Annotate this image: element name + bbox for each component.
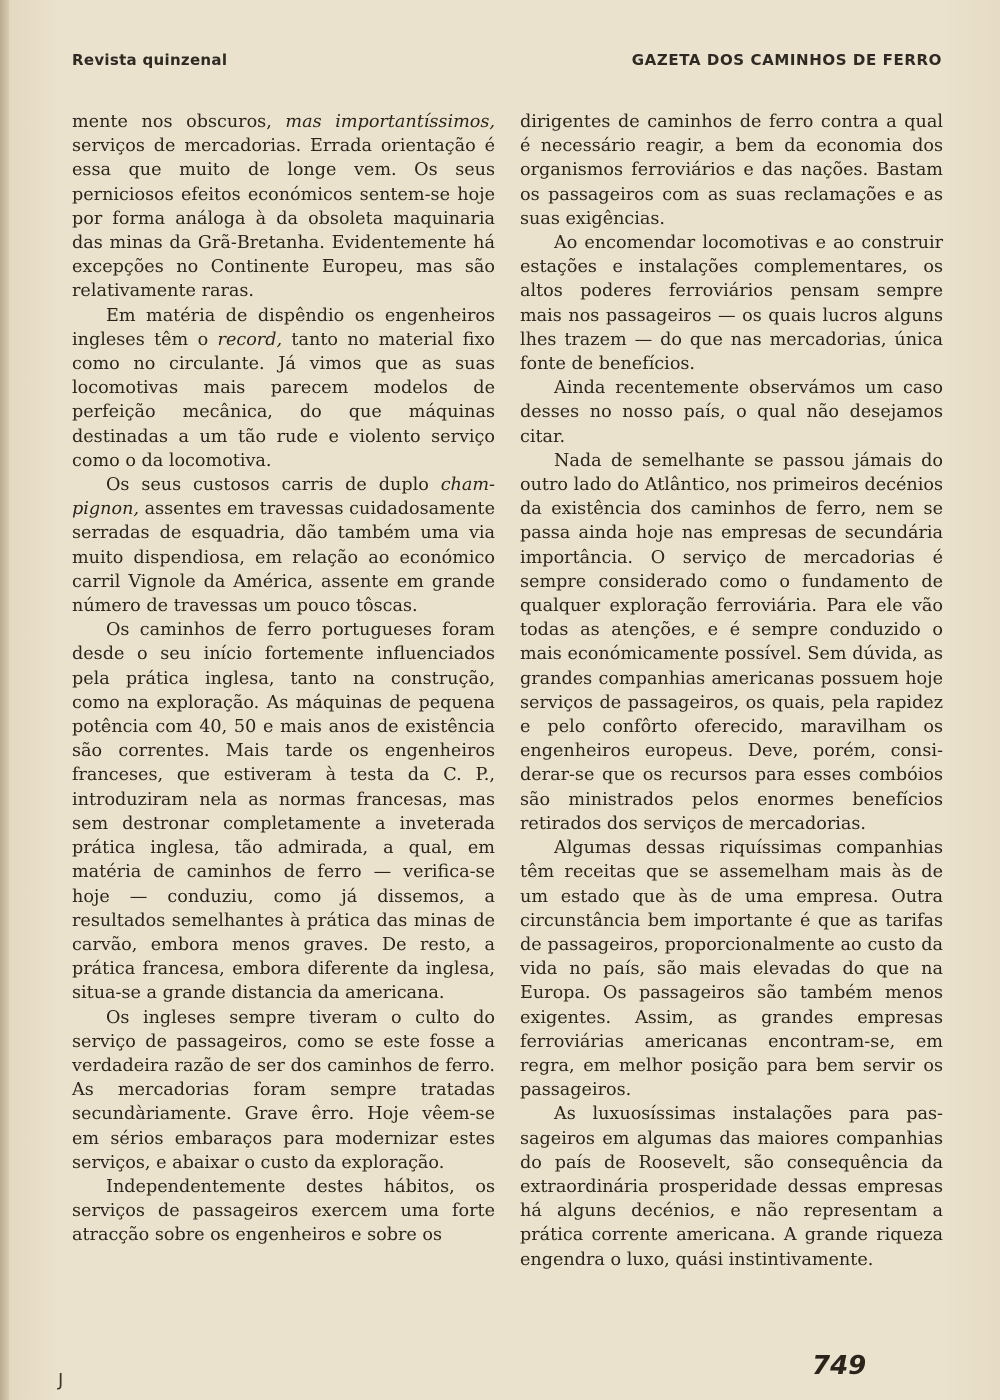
text-run: assentes em travessas cuidadosamente serradas de esquadria, dão também uma via muito dispendiosa, em relação ao económico carril Vignole da América, assente em grande número de travessas um pouco tôscas.	[72, 499, 496, 617]
text-run: tanto no material fixo como no circulante. Já vimos que as suas locomotivas mais parecem modelos de perfeição mecânica, do que máquinas destinadas a um tão rude e violento serviço como o da locomotiva.	[72, 329, 495, 471]
right-paragraph-5: Algumas dessas riquíssimas companhias têm receitas que se assemelham mais às de um estado que às de uma empresa. Outra circunstância bem importante é que as tarifas de passageiros, proporcionalmente ao custo da vida no país, são mais elevadas do que na Europa. Os passageiros são também menos exigentes. Assim, as grandes empresas ferroviárias americanas encontram-se, em regra, em melhor posição para bem servir os passageiros.	[520, 838, 943, 1101]
text-run: Em matéria de dispêndio os engenheiros ingleses têm o	[72, 305, 495, 350]
right-paragraph-4: Nada de semelhante se passou jámais do outro lado do Atlântico, nos primeiros decénios da existência dos caminhos de ferro, nem se passa ainda hoje nas empresas de secundária importância. O serviço de mercadorias é sempre considerado como o fundamento de qualquer exploração ferroviária. Para ele vão todas as atenções, e é sempre conduzido o mais económicamente possível. Sem dúvida, as grandes companhias americanas possuem hoje serviços de passageiros, os quais, pela rapidez e pelo confôrto oferecido, maravilham os engenheiros europeus. Deve, porém, considerar-se que os recursos para esses combóios são ministrados pelos enormes benefícios retirados dos serviços de mercadorias.	[520, 450, 943, 834]
page-number: 749	[812, 1351, 867, 1381]
right-paragraph-3: Ainda recentemente observámos um caso desses no nosso país, o qual não desejamos citar.	[520, 378, 943, 447]
text-run: Os seus custosos carris de duplo	[106, 475, 441, 496]
left-paragraph-3	[72, 473, 495, 618]
right-paragraph-6: As luxuosíssimas instalações para passageiros em algumas das maiores companhias do país de Roosevelt, são consequência da extraordinária prosperidade dessas empresas há alguns decénios, e não representam a prática corrente americana. A grande riqueza engendra o luxo, quási instintivamente.	[520, 1104, 943, 1270]
left-paragraph-5: Os ingleses sempre tiveram o culto do serviço de passageiros, como se este fosse a verdadeira razão de ser dos caminhos de ferro. As mercadorias foram sempre tratadas secundàriamente. Grave êrro. Hoje vêem-se em sérios embaraços para modernizar estes serviços, e abaixar o custo da exploração.	[72, 1007, 495, 1173]
text-run: mente nos obscuros,	[72, 112, 286, 132]
running-header-left: Revista quinzenal	[72, 51, 228, 69]
page-binding-edge	[0, 0, 9, 1400]
right-paragraph-2: Ao encomendar locomotivas e ao construir estações e instalações complementares, os altos poderes ferroviários pensam sempre mais nos passageiros — os quais lucros alguns lhes trazem — do que nas mercadorias, única fonte de benefícios.	[520, 233, 943, 375]
left-paragraph-6: Independentemente destes hábitos, os serviços de passageiros exercem uma forte atracção sobre os engenheiros e sobre os	[72, 1176, 495, 1246]
italic-text: champignon,	[72, 475, 495, 520]
right-text-column	[520, 110, 943, 1272]
running-header-right: GAZETA DOS CAMINHOS DE FERRO	[631, 51, 942, 69]
left-paragraph-2	[72, 304, 495, 473]
left-text-column	[72, 110, 495, 1248]
left-paragraph-1	[72, 110, 495, 304]
right-paragraph-1: dirigentes de caminhos de ferro contra a qual é necessário reagir, a bem da economia dos organismos ferroviários e das nações. Bastam os passageiros com as suas reclamações e as suas exigências.	[520, 112, 943, 229]
left-paragraph-4: Os caminhos de ferro portugueses foram desde o seu início fortemente influenciados pela prática inglesa, tanto na construção, como na exploração. As máquinas de pequena potência com 40, 50 e mais anos de existência são correntes. Mais tarde os engenheiros franceses, que estiveram à testa da C. P., introduziram nela as normas francesas, mas sem destronar completamente a inveterada prática inglesa, tão admirada, a qual, em matéria de caminhos de ferro — verifica-se hoje — conduziu, como já dissemos, a resultados semelhantes à prática das minas de carvão, embora menos graves. De resto, a prática francesa, embora diferente da inglesa, situa-se a grande distancia da americana.	[72, 620, 495, 1004]
italic-text: record,	[217, 329, 283, 350]
text-run: serviços de mercadorias. Errada orientação é essa que muito de longe vem. Os seus perniciosos efeitos económicos sentem-se hoje por forma análoga à da obsoleta maquinaria das minas da Grã-Bretanha. Evidentemente há excepções no Continente Europeu, mas são relativamente raras.	[72, 136, 495, 302]
corner-mark: J	[58, 1370, 64, 1391]
italic-text: mas importantíssimos,	[285, 112, 495, 132]
